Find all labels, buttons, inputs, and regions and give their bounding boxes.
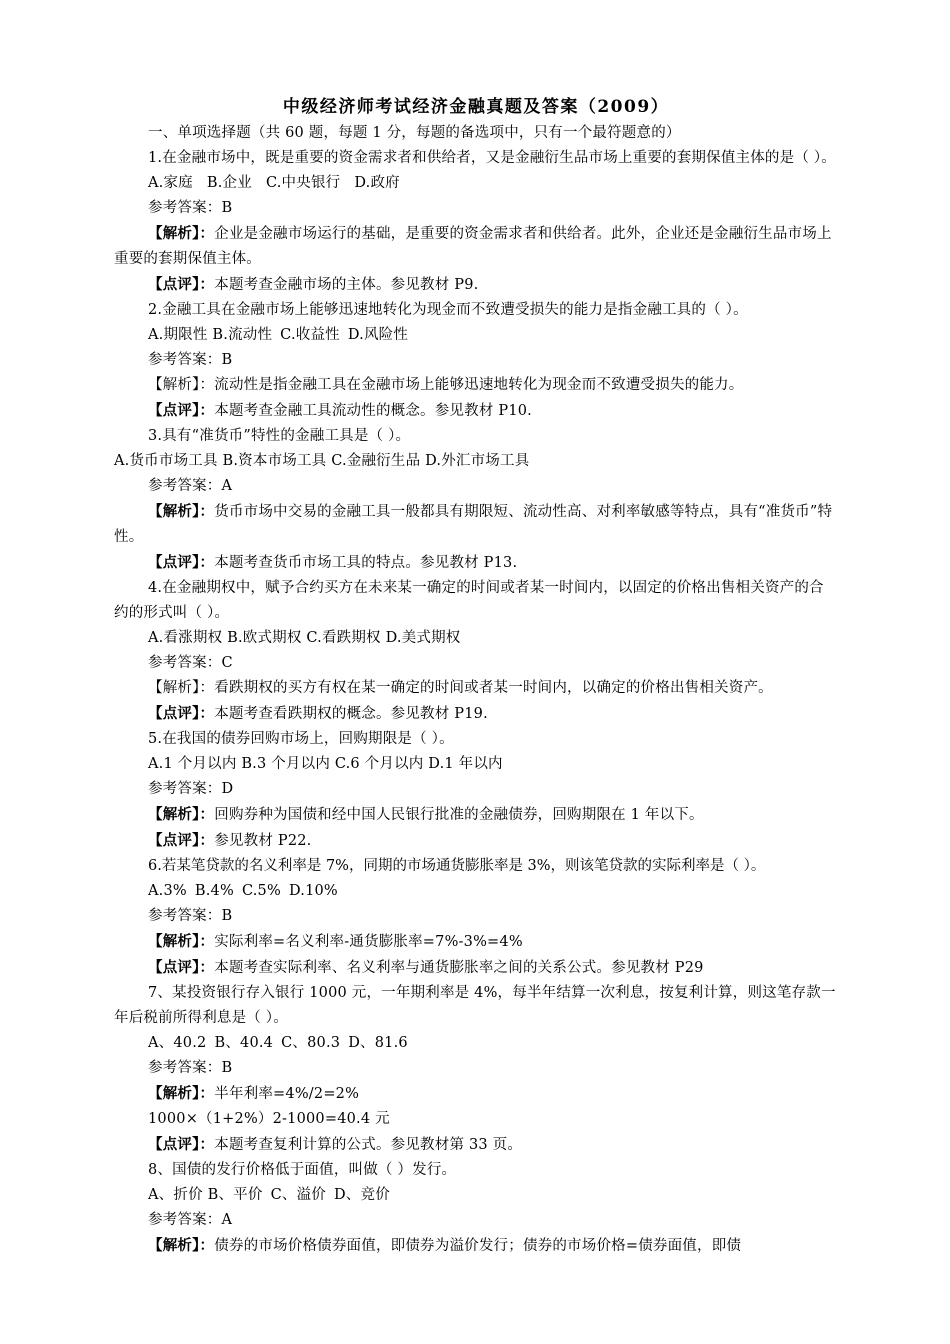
answer-label: 参考答案： [148, 1060, 222, 1076]
option-a: A.看涨期权 [148, 630, 223, 646]
answer-line [114, 904, 838, 929]
comment-line [114, 955, 838, 981]
question-stem: 5.在我国的债券回购市场上，回购期限是（ ）。 [148, 731, 454, 747]
comment-label: 【点评】： [148, 1136, 215, 1153]
option-d: D.风险性 [347, 327, 409, 343]
answer-line [114, 1056, 838, 1081]
answer-label: 参考答案： [148, 655, 222, 671]
option-a: A.3% [148, 883, 187, 899]
option-d: D.10% [288, 883, 338, 899]
answer-value: B [221, 200, 233, 216]
question-3 [114, 424, 838, 576]
analysis-label: 【解析】： [148, 225, 215, 242]
option-b: B、40.4 [214, 1035, 274, 1051]
analysis-text: 货币市场中交易的金融工具一般都具有期限短、流动性高、对利率敏感等特点，具有“准货币”特性。 [114, 504, 833, 545]
analysis-label: 【解析】： [148, 806, 215, 823]
comment-text: 本题考查金融工具流动性的概念。参见教材 P10. [214, 403, 532, 419]
option-b: B.企业 [206, 175, 252, 191]
option-a: A、折价 [148, 1187, 203, 1203]
question-stem: 3.具有“准货币”特性的金融工具是（ ）。 [148, 428, 411, 444]
comment-label: 【点评】： [148, 402, 215, 419]
answer-line [114, 474, 838, 499]
analysis-formula: 1000×（1+2%）2-1000=40.4 元 [148, 1111, 390, 1127]
option-a: A.期限性 [148, 327, 208, 343]
option-d: D、81.6 [348, 1035, 408, 1051]
analysis-text: 债券的市场价格债券面值，即债券为溢价发行；债券的市场价格=债券面值，即债 [214, 1238, 742, 1254]
answer-value: B [221, 352, 233, 368]
question-stem: 1.在金融市场中，既是重要的资金需求者和供给者，又是金融衍生品市场上重要的套期保值主体的是（ ）。 [148, 150, 836, 166]
option-a: A.家庭 [148, 175, 193, 191]
answer-line [114, 651, 838, 676]
option-a: A、40.2 [148, 1035, 207, 1051]
option-c: C.收益性 [280, 327, 340, 343]
comment-line [114, 701, 838, 727]
option-b: B.3 个月以内 [241, 756, 331, 772]
answer-label: 参考答案： [148, 908, 222, 924]
analysis-label: 【解析】： [148, 503, 215, 520]
analysis-label: 【解析】： [148, 933, 215, 950]
option-b: B.4% [194, 883, 234, 899]
comment-line [114, 272, 838, 298]
option-b: B.资本市场工具 [222, 453, 327, 469]
question-options [114, 449, 838, 474]
analysis-text: 流动性是指金融工具在金融市场上能够迅速地转化为现金而不致遭受损失的能力。 [214, 377, 744, 393]
analysis-line [114, 676, 838, 701]
comment-text: 本题考查金融市场的主体。参见教材 P9. [214, 277, 479, 293]
comment-line [114, 398, 838, 424]
answer-value: A [221, 1212, 233, 1228]
answer-label: 参考答案： [148, 781, 222, 797]
option-d: D.1 年以内 [428, 756, 503, 772]
answer-label: 参考答案： [148, 352, 222, 368]
comment-text: 本题考查复利计算的公式。参见教材第 33 页。 [214, 1137, 523, 1153]
question-options [114, 323, 838, 348]
question-stem: 2.金融工具在金融市场上能够迅速地转化为现金而不致遭受损失的能力是指金融工具的（ ）。 [148, 302, 748, 318]
answer-value: D [221, 781, 234, 797]
option-b: B.流动性 [212, 327, 273, 343]
question-8 [114, 1158, 838, 1259]
answer-value: B [221, 908, 233, 924]
answer-label: 参考答案： [148, 200, 222, 216]
analysis-text: 看跌期权的买方有权在某一确定的时间或者某一时间内，以确定的价格出售相关资产。 [214, 680, 773, 696]
option-c: C、溢价 [270, 1187, 326, 1203]
question-4 [114, 576, 838, 727]
comment-line [114, 550, 838, 576]
answer-value: B [221, 1060, 233, 1076]
answer-line [114, 1208, 838, 1233]
option-d: D.外汇市场工具 [425, 453, 530, 469]
option-a: A.货币市场工具 [114, 453, 218, 469]
analysis-line [114, 1081, 838, 1107]
question-1 [114, 146, 838, 298]
answer-label: 参考答案： [148, 1212, 222, 1228]
document-title: 中级经济师考试经济金融真题及答案（2009） [282, 97, 670, 117]
question-options [114, 752, 838, 777]
comment-text: 本题考查看跌期权的概念。参见教材 P19. [214, 706, 488, 722]
answer-line [114, 196, 838, 221]
question-options [114, 171, 838, 196]
analysis-text: 企业是金融市场运行的基础，是重要的资金需求者和供给者。此外，企业还是金融衍生品市场上重要的套期保值主体。 [114, 226, 832, 267]
analysis-label: 【解析】： [148, 1085, 215, 1102]
question-options [114, 626, 838, 651]
option-a: A.1 个月以内 [148, 756, 237, 772]
question-stem: 6.若某笔贷款的名义利率是 7%，同期的市场通货膨胀率是 3%，则该笔贷款的实际利率是（ ）。 [148, 858, 766, 874]
option-b: B.欧式期权 [227, 630, 302, 646]
question-stem: 7、某投资银行存入银行 1000 元，一年期利率是 4%，每半年结算一次利息，按复利计算，则这笔存款一年后税前所得利息是（ ）。 [114, 985, 836, 1026]
option-c: C.5% [241, 883, 281, 899]
analysis-label: 【解析】： [148, 680, 215, 696]
answer-label: 参考答案： [148, 478, 222, 494]
answer-line [114, 777, 838, 802]
comment-label: 【点评】： [148, 959, 215, 976]
question-6 [114, 854, 838, 981]
question-stem: 4.在金融期权中，赋予合约买方在未来某一确定的时间或者某一时间内，以固定的价格出售相关资产的合约的形式叫（ ）。 [114, 580, 824, 621]
analysis-line [114, 373, 838, 398]
analysis-text: 半年利率=4%/2=2% [214, 1086, 360, 1102]
comment-line [114, 828, 838, 854]
analysis-text: 回购券种为国债和经中国人民银行批准的金融债券，回购期限在 1 年以下。 [214, 807, 704, 823]
question-options [114, 879, 838, 904]
analysis-line [114, 499, 838, 550]
answer-line [114, 348, 838, 373]
comment-label: 【点评】： [148, 832, 215, 849]
option-d: D.美式期权 [385, 630, 461, 646]
option-b: B、平价 [207, 1187, 263, 1203]
question-2 [114, 298, 838, 424]
question-options [114, 1183, 838, 1208]
option-c: C.6 个月以内 [334, 756, 424, 772]
question-5 [114, 727, 838, 854]
option-c: C.中央银行 [265, 175, 341, 191]
option-c: C.看跌期权 [306, 630, 381, 646]
comment-label: 【点评】： [148, 276, 215, 293]
analysis-line [114, 929, 838, 955]
option-c: C.金融衍生品 [331, 453, 421, 469]
comment-text: 本题考查货币市场工具的特点。参见教材 P13. [214, 555, 518, 571]
answer-value: A [221, 478, 233, 494]
analysis-label: 【解析】： [148, 377, 215, 393]
analysis-line [114, 1233, 838, 1259]
comment-label: 【点评】： [148, 554, 215, 571]
option-c: C、80.3 [281, 1035, 341, 1051]
analysis-text: 实际利率=名义利率-通货膨胀率=7%-3%=4% [214, 934, 523, 950]
analysis-line [114, 802, 838, 828]
comment-line [114, 1132, 838, 1158]
section-heading: 一、单项选择题（共 60 题，每题 1 分，每题的备选项中，只有一个最符题意的） [148, 125, 681, 141]
option-d: D、竞价 [333, 1187, 390, 1203]
analysis-line [114, 221, 838, 272]
comment-text: 本题考查实际利率、名义利率与通货膨胀率之间的关系公式。参见教材 P29 [214, 960, 704, 976]
comment-text: 参见教材 P22. [214, 833, 312, 849]
document-body [114, 94, 838, 1259]
answer-value: C [221, 655, 233, 671]
question-options [114, 1031, 838, 1056]
analysis-label: 【解析】： [148, 1237, 215, 1254]
question-stem: 8、国债的发行价格低于面值，叫做（ ）发行。 [148, 1162, 457, 1178]
comment-label: 【点评】： [148, 705, 215, 722]
question-7 [114, 981, 838, 1158]
option-d: D.政府 [354, 175, 400, 191]
